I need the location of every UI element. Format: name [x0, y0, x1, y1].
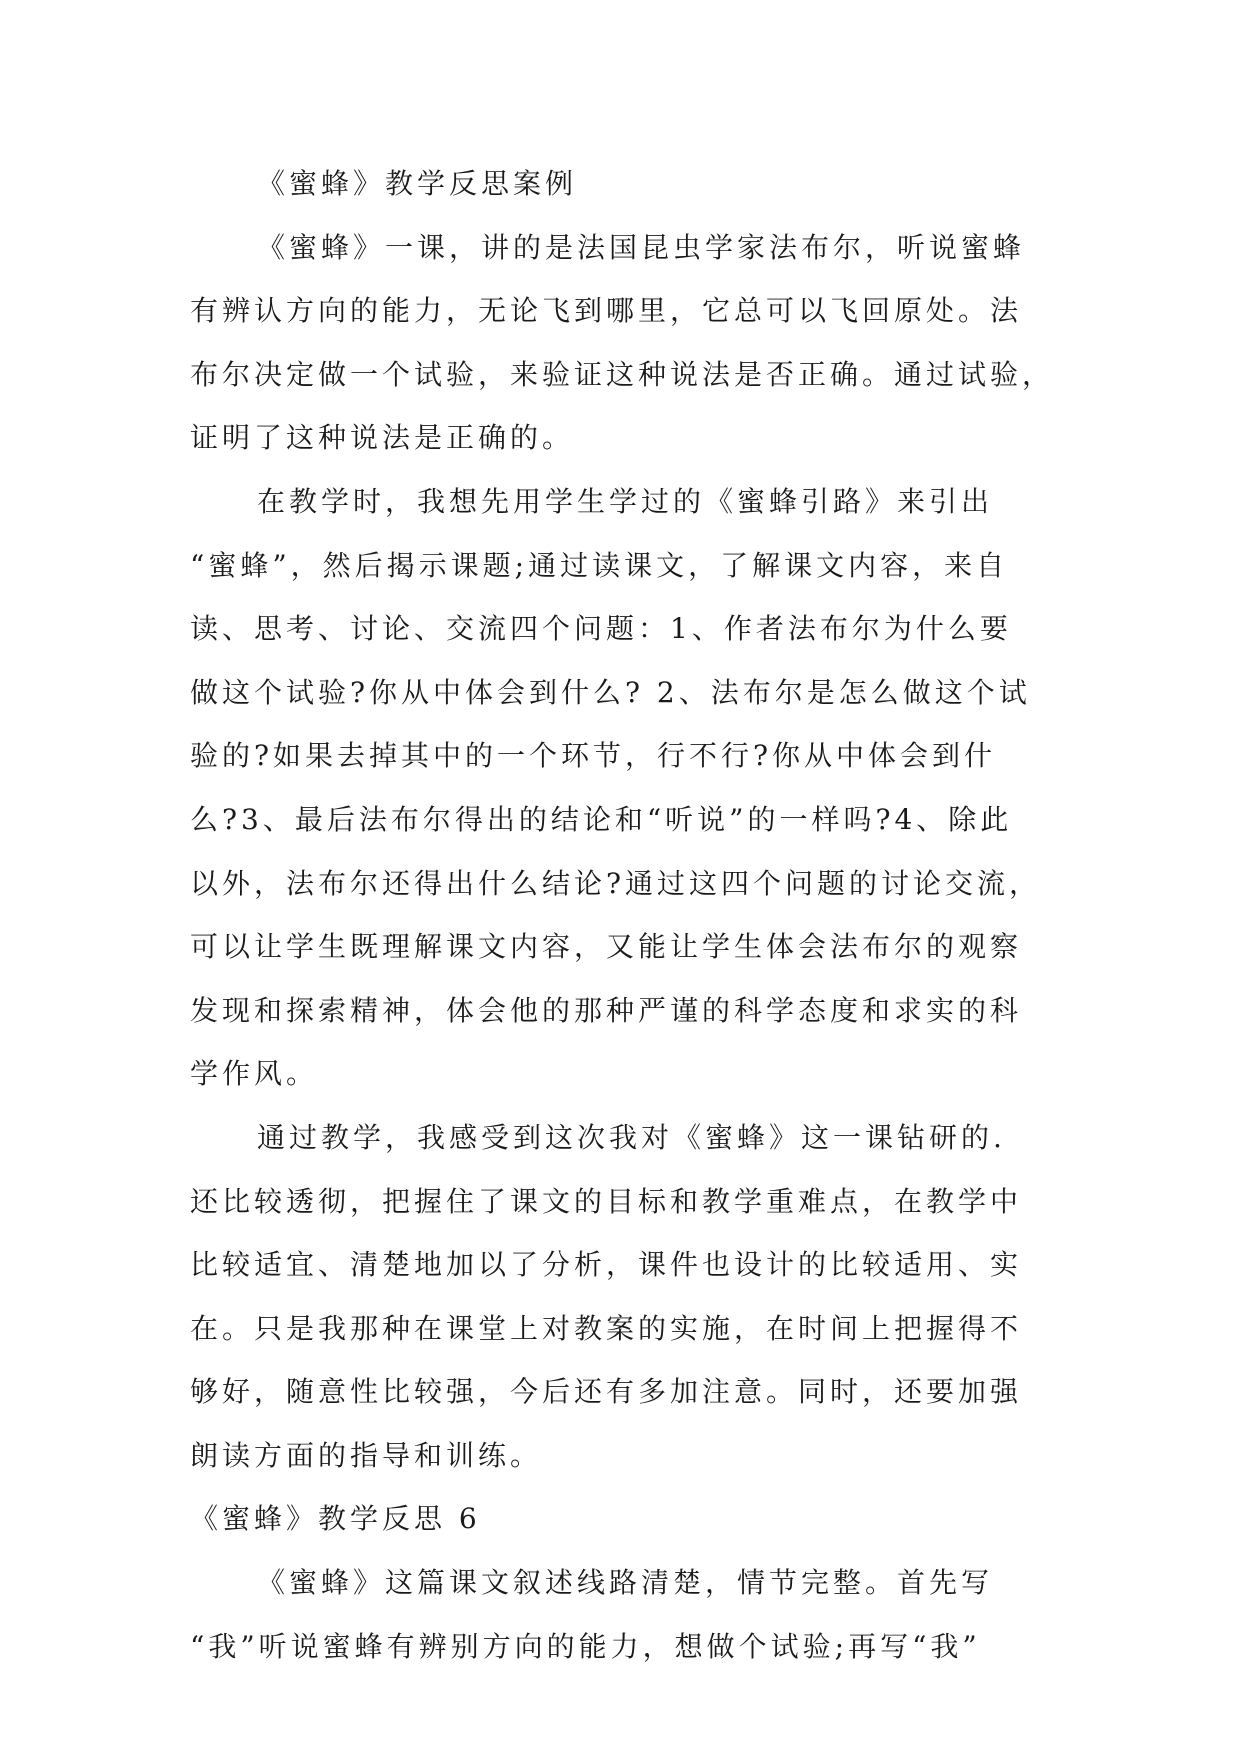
text-line: 验的?如果去掉其中的一个环节，行不行?你从中体会到什 [190, 739, 997, 773]
text-line: 读、思考、讨论、交流四个问题：1、作者法布尔为什么要 [190, 612, 1012, 646]
text-line: 在。只是我那种在课堂上对教案的实施，在时间上把握得不 [190, 1311, 1023, 1345]
text-line: 布尔决定做一个试验，来验证这种说法是否正确。通过试验， [190, 357, 1055, 391]
document-body [190, 152, 1070, 1678]
text-line: 做这个试验?你从中体会到什么? 2、法布尔是怎么做这个试 [190, 675, 1031, 709]
text-line: 可以让学生既理解课文内容，又能让学生体会法布尔的观察 [190, 930, 1023, 964]
text-line: 还比较透彻，把握住了课文的目标和教学重难点，在教学中 [190, 1184, 1023, 1218]
text-line: 够好，随意性比较强，今后还有多加注意。同时，还要加强 [190, 1375, 1023, 1409]
text-line: 学作风。 [190, 1057, 319, 1091]
text-line: 证明了这种说法是正确的。 [190, 421, 575, 455]
text-line: 么?3、最后法布尔得出的结论和“听说”的一样吗?4、除此 [190, 802, 1013, 836]
text-line: 发现和探索精神，体会他的那种严谨的科学态度和求实的科 [190, 993, 1023, 1027]
text-line: 朗读方面的指导和训练。 [190, 1438, 543, 1472]
text-line: 有辨认方向的能力，无论飞到哪里，它总可以飞回原处。法 [190, 294, 1023, 328]
text-line: 比较适宜、清楚地加以了分析，课件也设计的比较适用、实 [190, 1248, 1023, 1282]
text-line: 《蜜蜂》一课，讲的是法国昆虫学家法布尔，听说蜜蜂 [257, 230, 1026, 264]
text-line: 《蜜蜂》教学反思 6 [190, 1502, 481, 1536]
text-line: 在教学时，我想先用学生学过的《蜜蜂引路》来引出 [257, 484, 994, 518]
text-line: 以外，法布尔还得出什么结论?通过这四个问题的讨论交流， [190, 866, 1042, 900]
text-line: 《蜜蜂》这篇课文叙述线路清楚，情节完整。首先写 [257, 1566, 994, 1600]
text-line: 通过教学，我感受到这次我对《蜜蜂》这一课钻研的. [257, 1120, 1006, 1154]
text-line: 《蜜蜂》教学反思案例 [257, 167, 578, 200]
text-line: “蜜蜂”，然后揭示课题;通过读课文，了解课文内容，来自 [190, 548, 1009, 582]
text-line: “我”听说蜜蜂有辨别方向的能力，想做个试验;再写“我” [190, 1629, 981, 1663]
